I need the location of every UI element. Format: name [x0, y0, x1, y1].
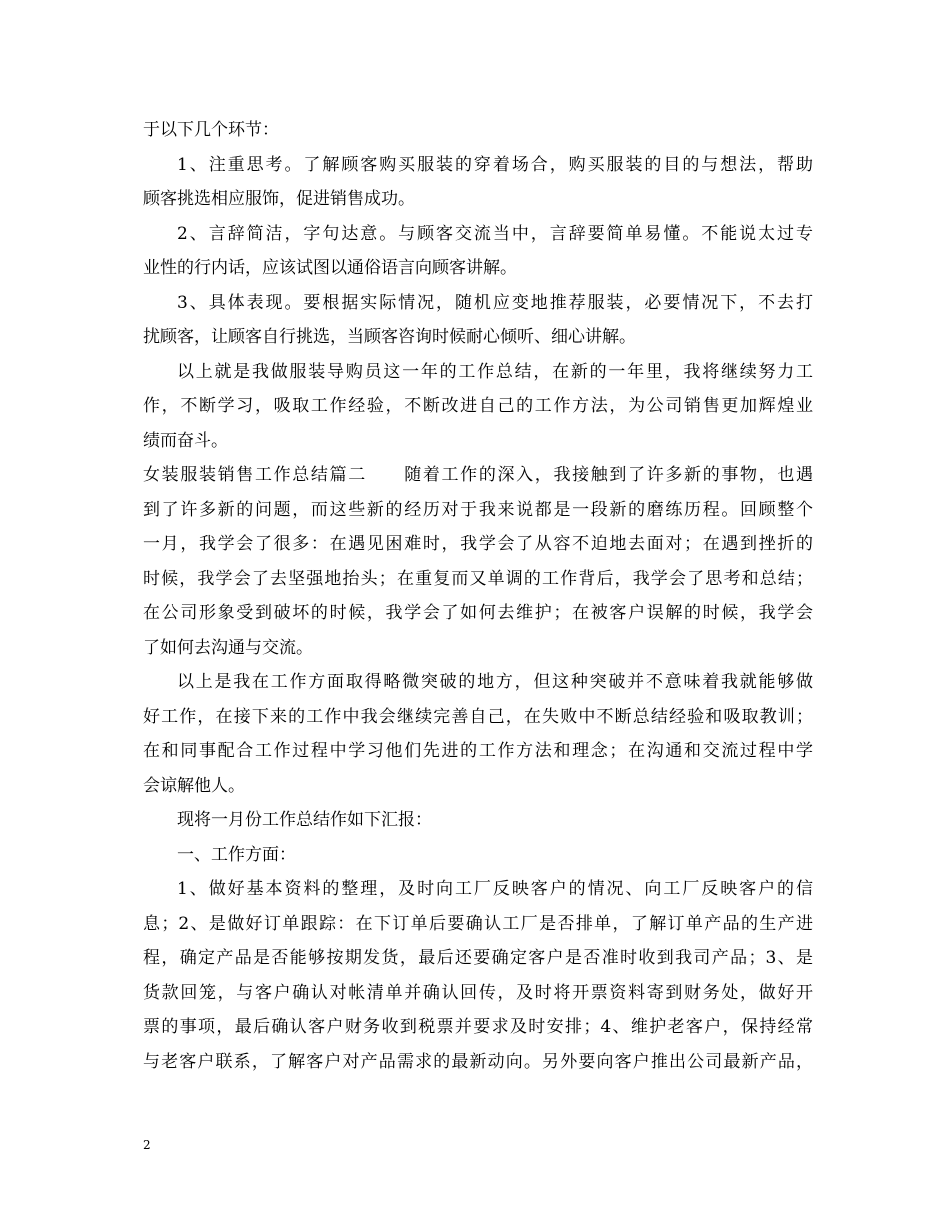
page-number: 2 [143, 1138, 151, 1152]
text-line: 好工作，在接下来的工作中我会继续完善自己，在失败中不断总结经验和吸取教训； [143, 707, 813, 727]
text-line: 一月，我学会了很多：在遇见困难时，我学会了从容不迫地去面对；在遇到挫折的 [143, 534, 813, 554]
text-line: 扰顾客，让顾客自行挑选，当顾客咨询时候耐心倾听、细心讲解。 [143, 327, 636, 347]
text-line: 顾客挑选相应服饰，促进销售成功。 [143, 189, 415, 209]
text-line: 程，确定产品是否能够按期发货，最后还要确定客户是否准时收到我司产品；3、是 [143, 948, 813, 968]
text-line: 在公司形象受到破坏的时候，我学会了如何去维护；在被客户误解的时候，我学会 [143, 603, 813, 623]
text-line: 以上是我在工作方面取得略微突破的地方，但这种突破并不意味着我就能够做 [177, 672, 813, 692]
text-line: 作，不断学习，吸取工作经验，不断改进自己的工作方法，为公司销售更加辉煌业 [143, 396, 813, 416]
text-line: 到了许多新的问题，而这些新的经历对于我来说都是一段新的磨练历程。回顾整个 [143, 500, 813, 520]
text-line: 一、工作方面： [177, 845, 296, 865]
text-line: 在和同事配合工作过程中学习他们先进的工作方法和理念；在沟通和交流过程中学 [143, 741, 813, 761]
text-line: 业性的行内话，应该试图以通俗语言向顾客讲解。 [143, 258, 517, 278]
text-line: 绩而奋斗。 [143, 431, 228, 451]
text-line: 女装服装销售工作总结篇二 随着工作的深入，我接触到了许多新的事物，也遇 [143, 465, 813, 485]
text-line: 1、注重思考。了解顾客购买服装的穿着场合，购买服装的目的与想法，帮助 [177, 155, 813, 175]
text-line: 现将一月份工作总结作如下汇报： [177, 810, 432, 830]
text-line: 1、做好基本资料的整理，及时向工厂反映客户的情况、向工厂反映客户的信 [177, 879, 813, 899]
text-line: 息；2、是做好订单跟踪：在下订单后要确认工厂是否排单，了解订单产品的生产进 [143, 914, 813, 934]
text-line: 票的事项，最后确认客户财务收到税票并要求及时安排；4、维护老客户，保持经常 [143, 1017, 813, 1037]
text-line: 于以下几个环节： [143, 120, 279, 140]
text-line: 货款回笼，与客户确认对帐清单并确认回传，及时将开票资料寄到财务处，做好开 [143, 983, 813, 1003]
text-line: 了如何去沟通与交流。 [143, 638, 313, 658]
text-line: 以上就是我做服装导购员这一年的工作总结，在新的一年里，我将继续努力工 [177, 362, 813, 382]
text-line: 3、具体表现。要根据实际情况，随机应变地推荐服装，必要情况下，不去打 [177, 293, 813, 313]
text-line: 与老客户联系，了解客户对产品需求的最新动向。另外要向客户推出公司最新产品， [143, 1052, 813, 1072]
text-line: 2、言辞简洁，字句达意。与顾客交流当中，言辞要简单易懂。不能说太过专 [177, 224, 813, 244]
text-line: 会谅解他人。 [143, 776, 245, 796]
text-line: 时候，我学会了去坚强地抬头；在重复而又单调的工作背后，我学会了思考和总结； [143, 569, 813, 589]
